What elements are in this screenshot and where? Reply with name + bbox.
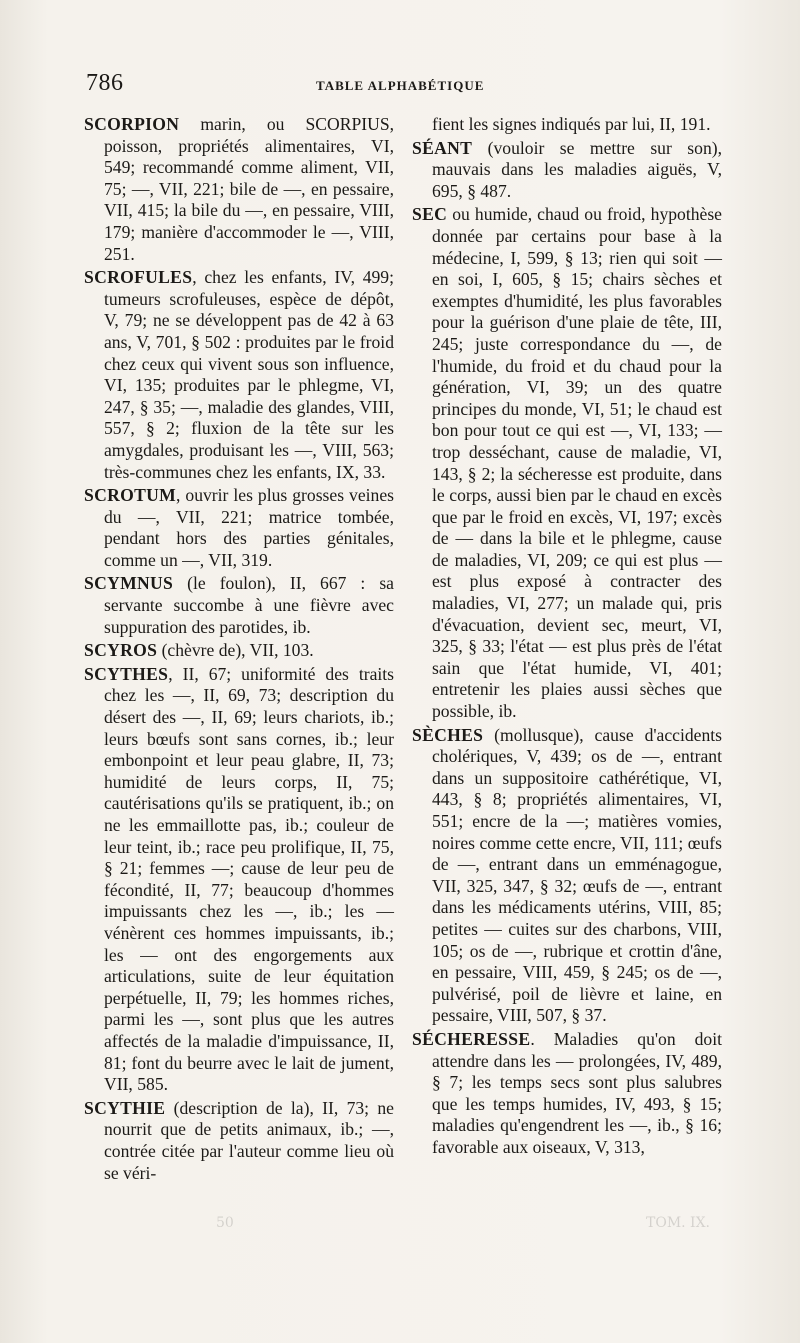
entry-text: fient les signes indiqués par lui, II, 191. (432, 114, 711, 134)
entry-headword: SEC (412, 204, 448, 225)
entry-text: marin, ou SCORPIUS, poisson, propriétés alimentaires, VI, 549; recommandé comme aliment, VII, 75; —, VII, 221; bile de —, en pessaire, VII, 415; la bile du —, en pessaire, VIII, 179; manière d'accommoder le —, VIII, 251. (104, 114, 394, 264)
page-number: 786 (86, 70, 124, 96)
entry-text: (le foulon), II, 667 : sa servante succombe à une fièvre avec suppuration des parotides, ib. (104, 573, 394, 637)
page-header (86, 70, 710, 100)
entry-headword: SÉCHERESSE (412, 1028, 531, 1049)
index-entry (84, 664, 394, 1096)
signature-mark: 50 (216, 1215, 234, 1231)
entry-text: , ouvrir les plus grosses veines du —, VII, 221; matrice tombée, pendant hors des parties génitales, comme un —, VII, 319. (104, 485, 394, 570)
entry-headword: SCROFULES (84, 267, 193, 288)
index-entry (412, 1029, 722, 1159)
entry-text: , chez les enfants, IV, 499; tumeurs scrofuleuses, espèce de dépôt, V, 79; ne se développent pas de 42 à 63 ans, V, 701, § 502 : produites par le froid chez ceux qui vivent sous son influence, VI, 135; produites par le phlegme, VI, 247, § 35; —, maladie des glandes, VIII, 557, § 2; fluxion de la tête sur les amygdales, produisant les —, VIII, 563; très-communes chez les enfants, IX, 33. (104, 267, 394, 482)
index-entry (412, 138, 722, 203)
entry-text: ou humide, chaud ou froid, hypothèse donnée par certains pour base à la médecine, I, 599, § 13; rien qui soit — en soi, I, 605, § 15; chairs sèches et exemptes d'humidité, les plus favorables pour la guérison d'une plaie de tête, III, 245; juste correspondance du —, de l'humide, du froid et du chaud pour la génération, VI, 39; un des quatre principes du monde, VI, 51; le chaud est bon pour tout ce qui est —, VI, 133; — trop desséchant, cause de maladie, VI, 143, § 2; la sécheresse est produite, dans le corps, aussi bien par le chaud en excès que par le froid en excès, VI, 197; excès de — dans la bile et le phlegme, cause de maladies, VI, 209; ce qui est plus — est plus exposé à contracter des maladies, VI, 277; un malade qui, pris d'évacuation, devient sec, meurt, VI, 325, § 33; l'état — est plus près de l'état sain que l'état humide, VI, 401; entretenir les plaies aussi sèches que possible, ib. (432, 204, 722, 722)
entry-text: . Maladies qu'on doit attendre dans les — prolongées, IV, 489, § 7; les temps secs sont plus salubres que les temps humides, IV, 493, § 15; maladies qu'engendrent les —, ib., § 16; favorable aux oiseaux, V, 313, (432, 1028, 722, 1157)
left-column (84, 114, 394, 1186)
running-title: TABLE ALPHABÉTIQUE (316, 78, 485, 93)
right-column (412, 114, 722, 1161)
index-entry (84, 485, 394, 571)
entry-text: (vouloir se mettre sur son), mauvais dans les maladies aiguës, V, 695, § 487. (432, 137, 722, 201)
index-entry (84, 267, 394, 483)
index-entry (412, 114, 722, 136)
entry-headword: SÉANT (412, 137, 473, 158)
entry-headword: SCYTHES (84, 663, 169, 684)
entry-headword: SCYMNUS (84, 573, 174, 594)
entry-text: (description de la), II, 73; ne nourrit que de petits animaux, ib.; —, contrée citée par l'auteur comme lieu où se véri- (104, 1097, 394, 1183)
index-entry (412, 725, 722, 1027)
index-entry (84, 573, 394, 638)
entry-headword: SÈCHES (412, 724, 484, 745)
index-entry (84, 114, 394, 265)
entry-headword: SCROTUM (84, 485, 177, 506)
entry-text: , II, 67; uniformité des traits chez les —, II, 69, 73; description du désert des —, II, 69; leurs chariots, ib.; leurs bœufs sont sans cornes, ib.; leur embonpoint et leur peau glabre, II, 73; humidité de leurs corps, II, 75; cautérisations qu'ils se pratiquent, ib.; on ne les emmaillotte pas, ib.; couleur de leur teint, ib.; race peu prolifique, II, 75, § 21; femmes —; cause de leur peu de fécondité, II, 77; beaucoup d'hommes impuissants chez les —, ib.; les — vénèrent ces hommes impuissants, ib.; les — ont des engorgements aux articulations, suite de leur équitation perpétuelle, II, 79; les hommes riches, parmi les —, sont plus que les autres affectés de la maladie d'impuissance, II, 81; font du beurre avec le lait de jument, VII, 585. (104, 663, 394, 1095)
page-footer (86, 1215, 710, 1239)
index-entry (412, 204, 722, 722)
index-entry (84, 640, 394, 662)
entry-text: (mollusque), cause d'accidents cholériques, V, 439; os de —, entrant dans un suppositoire cathérétique, VI, 443, § 8; propriétés alimentaires, VI, 551; encre de la —; matières vomies, noires comme cette encre, VII, 111; œufs de —, entrant dans un emménagogue, VII, 325, 347, § 32; œufs de —, entrant dans les médicaments utérins, VIII, 85; petites — cuites sur des charbons, VIII, 105; os de —, rubrique et crottin d'âne, en pessaire, VIII, 459, § 245; os de —, pulvérisé, poil de lièvre et laine, en pessaire, VIII, 507, § 37. (432, 724, 722, 1026)
entry-headword: SCYROS (84, 640, 158, 661)
entry-headword: SCORPION (84, 114, 180, 134)
volume-mark: TOM. IX. (646, 1215, 710, 1231)
index-entry (84, 1098, 394, 1184)
entry-text: (chèvre de), VII, 103. (157, 640, 314, 661)
entry-headword: SCYTHIE (84, 1097, 166, 1118)
